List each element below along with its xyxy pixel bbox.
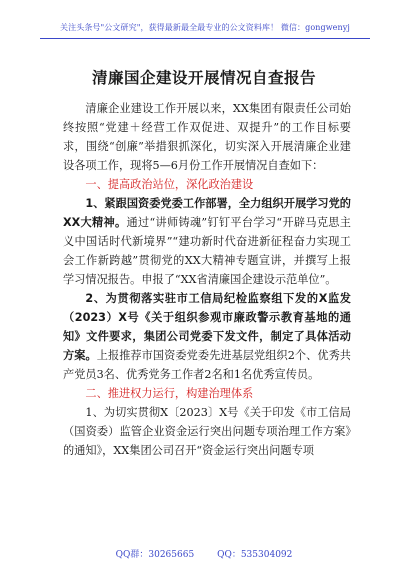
item-1-paragraph	[63, 194, 351, 289]
document-body	[63, 99, 351, 460]
section-heading-1: 一、提高政治站位，深化政治建设	[85, 178, 254, 191]
footer-qq-group: QQ群：30265665	[115, 550, 195, 560]
item-2-text: 上报推荐市国资委党委先进基层党组织2个、优秀共产党员3名、优秀党务工作者2名和1名优秀宣传员。	[63, 349, 351, 381]
header-divider	[40, 38, 370, 39]
intro-paragraph: 清廉企业建设工作开展以来，XX集团有限责任公司始终按照“党建＋经营工作双促进、双提升”的工作目标要求，围绕“创廉”举措狠抓深化，切实深入开展清廉企业建设各项工作，现将5—6月份工作开展情况自查如下：	[63, 102, 351, 172]
footer-contacts	[0, 547, 408, 560]
section-heading-2: 二、推进权力运行，构建治理体系	[85, 387, 254, 400]
document-title: 清廉国企建设开展情况自查报告	[91, 69, 316, 87]
item-1-lead: 1、紧跟国资委党委工作部署，全力组织开展学习党的XX大精神。	[63, 197, 351, 229]
item-1-text: 通过“讲师铸魂”钉钉平台学习“开辟马克思主义中国话时代新境界”“建功新时代奋进新征程奋力实现工会工作新跨越”贯彻党的XX大精神专题宣讲，并撰写上报学习情况报告。申报了“XX省清廉国企建设示范单位”。	[63, 216, 351, 286]
item-2-paragraph	[63, 289, 351, 384]
header-banner: 关注头条号"公文研究"，获得最新最全最专业的公文资料库！ 微信：gongwenyj	[60, 23, 350, 32]
footer-qq: QQ：535304092	[217, 550, 293, 560]
item-3-paragraph: 1、为切实贯彻X〔2023〕X号《关于印发《市工信局（国资委）监管企业资金运行突出问题专项治理工作方案》的通知》，XX集团公司召开“资金运行突出问题专项	[63, 406, 351, 457]
item-2-lead: 2、为贯彻落实驻市工信局纪检监察组下发的X监发（2023）X号《关于组织参观市廉政警示教育基地的通知》文件要求，集团公司党委下发文件，制定了具体活动方案。	[63, 292, 351, 362]
